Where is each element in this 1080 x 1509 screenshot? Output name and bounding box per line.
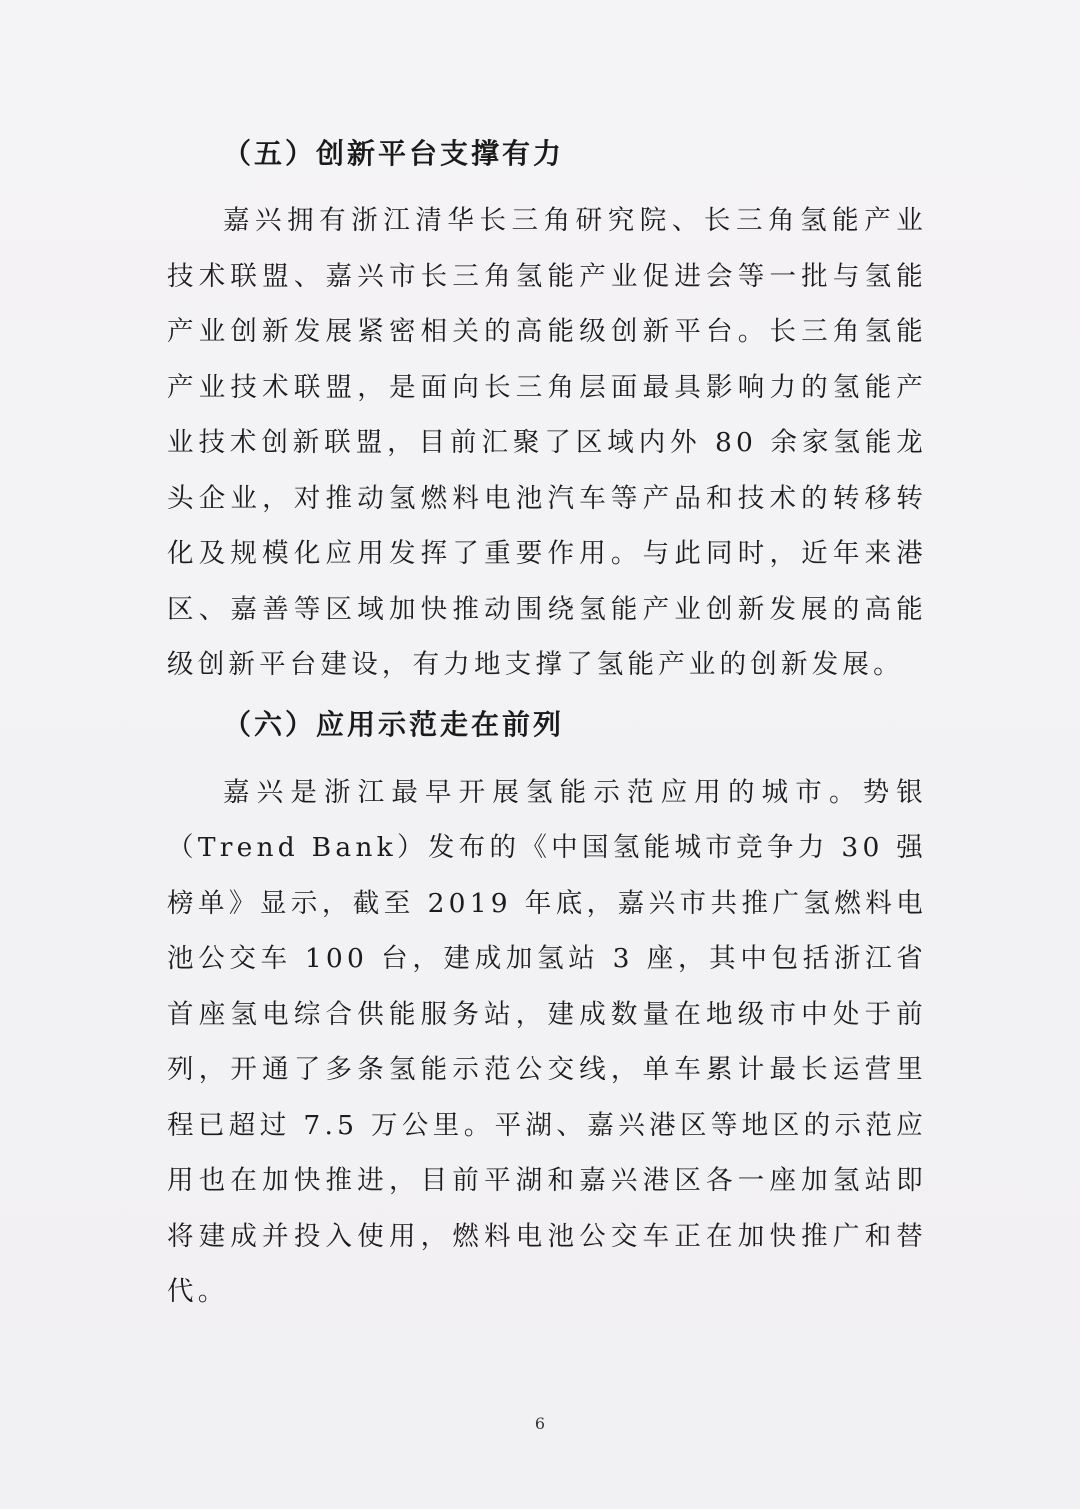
section-body-application-demo: 嘉兴是浙江最早开展氢能示范应用的城市。势银（Trend Bank）发布的《中国氢能城市竞争力 30 强榜单》显示，截至 2019 年底，嘉兴市共推广氢燃料电池公交车 100 台，建成加氢站 3 座，其中包括浙江省首座氢电综合供能服务站，建成数量在地级市中处于前列，开通了多条氢能示范公交线，单车累计最长运营里程已超过 7.5 万公里。平湖、嘉兴港区等地区的示范应用也在加快推进，目前平湖和嘉兴港区各一座加氢站即将建成并投入使用，燃料电池公交车正在加快推广和替代。 (167, 776, 927, 1307)
section-heading-innovation-platform: （五）创新平台支撑有力 (223, 137, 565, 170)
section-body-innovation-platform: 嘉兴拥有浙江清华长三角研究院、长三角氢能产业技术联盟、嘉兴市长三角氢能产业促进会等一批与氢能产业创新发展紧密相关的高能级创新平台。长三角氢能产业技术联盟，是面向长三角层面最具影响力的氢能产业技术创新联盟，目前汇聚了区域内外 80 余家氢能龙头企业，对推动氢燃料电池汽车等产品和技术的转移转化及规模化应用发挥了重要作用。与此同时，近年来港区、嘉善等区域加快推动围绕氢能产业创新发展的高能级创新平台建设，有力地支撑了氢能产业的创新发展。 (167, 205, 927, 680)
page-number: 6 (534, 1414, 546, 1433)
document-content (167, 126, 927, 1320)
section-heading-application-demo: （六）应用示范走在前列 (223, 707, 565, 741)
